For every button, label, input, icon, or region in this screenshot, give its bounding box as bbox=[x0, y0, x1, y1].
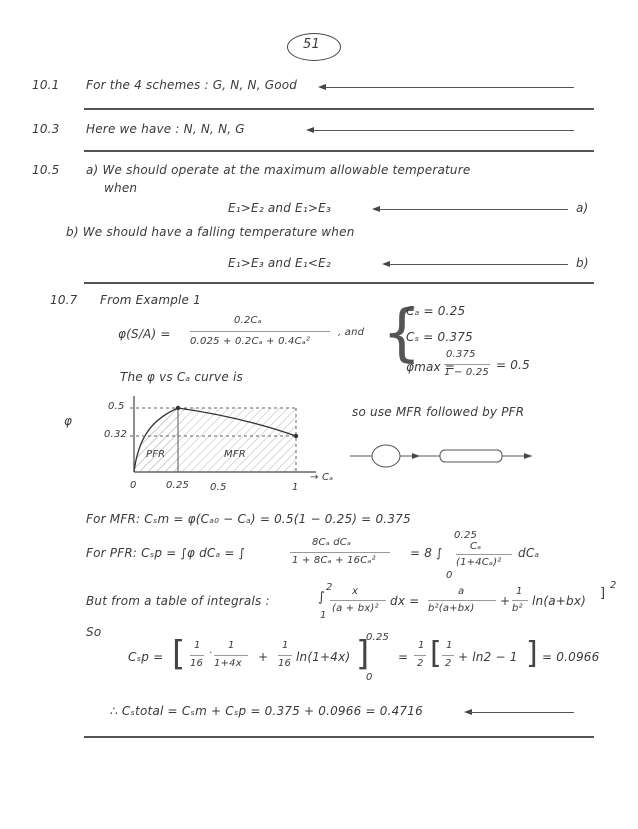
phi-and: , and bbox=[338, 327, 365, 338]
fraction-bar bbox=[214, 655, 248, 656]
answer-arrow-line bbox=[470, 712, 574, 713]
phi-lhs: φ(S/A) = bbox=[118, 327, 171, 341]
problem-10-5-b-line1: b) We should have a falling temperature when bbox=[66, 225, 355, 239]
csp-half-num: 1 bbox=[418, 640, 425, 651]
pfr-sketch bbox=[440, 450, 502, 462]
phimax-numerator: 0.375 bbox=[446, 349, 476, 360]
given-ca: Cₐ = 0.25 bbox=[406, 304, 466, 318]
fraction-bar bbox=[190, 655, 204, 656]
fraction-bar bbox=[330, 600, 386, 601]
csp-inner-bracket-close: ] bbox=[526, 636, 538, 671]
section-divider bbox=[84, 736, 594, 740]
csp-inner-rest: + ln2 − 1 bbox=[458, 650, 518, 664]
phi-denominator: 0.025 + 0.2Cₐ + 0.4Cₐ² bbox=[190, 336, 311, 347]
problem-10-5-a-line2: when bbox=[104, 181, 138, 195]
problem-number-10-5: 10.5 bbox=[32, 163, 60, 177]
csp-plus: + bbox=[258, 650, 269, 664]
csp-inner-num: 1 bbox=[446, 640, 453, 651]
fraction-bar bbox=[442, 655, 454, 656]
table-lim-lower: 1 bbox=[320, 610, 327, 621]
phimax-lhs: φmax = bbox=[406, 360, 456, 374]
page-number: 51 bbox=[303, 37, 320, 52]
csp-16: 16 bbox=[190, 658, 204, 669]
csp-eq1: = bbox=[398, 650, 409, 664]
pfr-lim-upper: 0.25 bbox=[454, 530, 478, 541]
phimax-denominator: 1 − 0.25 bbox=[444, 367, 489, 378]
problem-number-10-3: 10.3 bbox=[32, 122, 60, 136]
problem-10-1-text: For the 4 schemes : G, N, N, Good bbox=[86, 78, 298, 92]
csp-1-plus-4x: 1+4x bbox=[214, 658, 242, 669]
problem-10-5-a-condition: E₁>E₂ and E₁>E₃ bbox=[228, 201, 331, 215]
pfr-numerator-2: Cₐ bbox=[470, 541, 482, 552]
csp-bracket-close: ] bbox=[356, 634, 370, 674]
mfr-followed-by-pfr: so use MFR followed by PFR bbox=[352, 405, 525, 419]
fraction-bar bbox=[428, 600, 496, 601]
graph-x-0: 0 bbox=[130, 480, 137, 491]
mfr-calculation: For MFR: Cₛm = φ(Cₐ₀ − Cₐ) = 0.5(1 − 0.25) = 0.375 bbox=[86, 512, 411, 526]
table-b2: b² bbox=[512, 603, 523, 614]
curve-intro: The φ vs Cₐ curve is bbox=[120, 370, 243, 384]
csp-dot: · bbox=[209, 648, 213, 659]
graph-x-1: 1 bbox=[292, 482, 299, 493]
problem-number-10-7: 10.7 bbox=[50, 293, 78, 307]
csp-1: 1 bbox=[194, 640, 201, 651]
csp-ln: ln(1+4x) bbox=[296, 650, 351, 664]
phimax-value: = 0.5 bbox=[496, 358, 530, 372]
given-cs: Cₛ = 0.375 bbox=[406, 330, 473, 344]
table-x: x bbox=[352, 586, 359, 597]
csp-inner-bracket-open: [ bbox=[430, 636, 442, 671]
brace: { bbox=[382, 296, 422, 369]
table-denominator: (a + bx)² bbox=[332, 603, 379, 614]
table-lim-upper: 2 bbox=[326, 582, 333, 593]
pfr-lim-lower: 0 bbox=[446, 570, 453, 581]
pfr-calculation-a: For PFR: Cₛp = ∫φ dCₐ = ∫ bbox=[86, 546, 246, 560]
table-plus: + bbox=[500, 594, 511, 608]
csp-result: = 0.0966 bbox=[542, 650, 600, 664]
pfr-denominator: 1 + 8Cₐ + 16Cₐ² bbox=[292, 555, 376, 566]
arrow-icon bbox=[524, 453, 532, 459]
graph-x-05: 0.5 bbox=[210, 482, 227, 493]
problem-10-7-from: From Example 1 bbox=[100, 293, 201, 307]
pfr-denominator-2: (1+4Cₐ)² bbox=[456, 557, 502, 568]
csp-lower: 0 bbox=[366, 672, 373, 683]
problem-10-5-a-line1: a) We should operate at the maximum allowable temperature bbox=[86, 163, 471, 177]
csp-1c: 1 bbox=[282, 640, 289, 651]
table-ln: ln(a+bx) bbox=[532, 594, 587, 608]
problem-number-10-1: 10.1 bbox=[32, 78, 60, 92]
fraction-bar bbox=[414, 655, 426, 656]
table-bracket: ] bbox=[600, 586, 606, 601]
problem-10-5-b-label: b) bbox=[576, 256, 589, 270]
graph-phi-label: φ bbox=[64, 414, 73, 428]
table-a: a bbox=[458, 586, 465, 597]
graph-x-025: 0.25 bbox=[166, 480, 190, 491]
pfr-eq: = 8 ∫ bbox=[410, 546, 443, 560]
problem-10-5-b-condition: E₁>E₃ and E₁<E₂ bbox=[228, 256, 331, 270]
csp-1b: 1 bbox=[228, 640, 235, 651]
arrow-icon bbox=[412, 453, 420, 459]
fraction-bar bbox=[290, 552, 390, 553]
mfr-region bbox=[178, 408, 296, 472]
mfr-sketch bbox=[372, 445, 400, 467]
csp-half-den: 2 bbox=[417, 658, 424, 669]
csp-16b: 16 bbox=[278, 658, 292, 669]
graph-y-032: 0.32 bbox=[104, 429, 128, 440]
fraction-bar bbox=[456, 554, 512, 555]
csp-upper: 0.25 bbox=[366, 632, 390, 643]
table-a-denominator: b²(a+bx) bbox=[428, 603, 475, 614]
curve-point bbox=[294, 434, 298, 438]
csp-lhs: Cₛp = bbox=[128, 650, 164, 664]
graph-mfr-label: MFR bbox=[224, 449, 246, 460]
fraction-bar bbox=[278, 655, 292, 656]
table-dx: dx = bbox=[390, 594, 420, 608]
problem-10-3-text: Here we have : N, N, N, G bbox=[86, 122, 245, 136]
table-one: 1 bbox=[516, 586, 523, 597]
graph-pfr-label: PFR bbox=[146, 449, 166, 460]
so-label: So bbox=[86, 625, 102, 639]
pfr-numerator: 8Cₐ dCₐ bbox=[312, 537, 352, 548]
csp-inner-den: 2 bbox=[445, 658, 452, 669]
csp-bracket-open: [ bbox=[172, 634, 186, 674]
phi-numerator: 0.2Cₐ bbox=[234, 315, 262, 326]
fraction-bar bbox=[512, 600, 528, 601]
curve-point bbox=[176, 406, 180, 410]
table-integral-sign: ∫ bbox=[318, 590, 325, 605]
table-square: 2 bbox=[610, 580, 617, 591]
pfr-region bbox=[134, 408, 178, 472]
table-of-integrals: But from a table of integrals : bbox=[86, 594, 270, 608]
pfr-dca: dCₐ bbox=[518, 546, 540, 560]
total-line: ∴ Cₛtotal = Cₛm + Cₛp = 0.375 + 0.0966 = 0.4716 bbox=[110, 704, 423, 718]
graph-x-label: → Cₐ bbox=[310, 472, 334, 483]
problem-10-5-a-label: a) bbox=[576, 201, 589, 215]
graph-y-05: 0.5 bbox=[108, 401, 125, 412]
